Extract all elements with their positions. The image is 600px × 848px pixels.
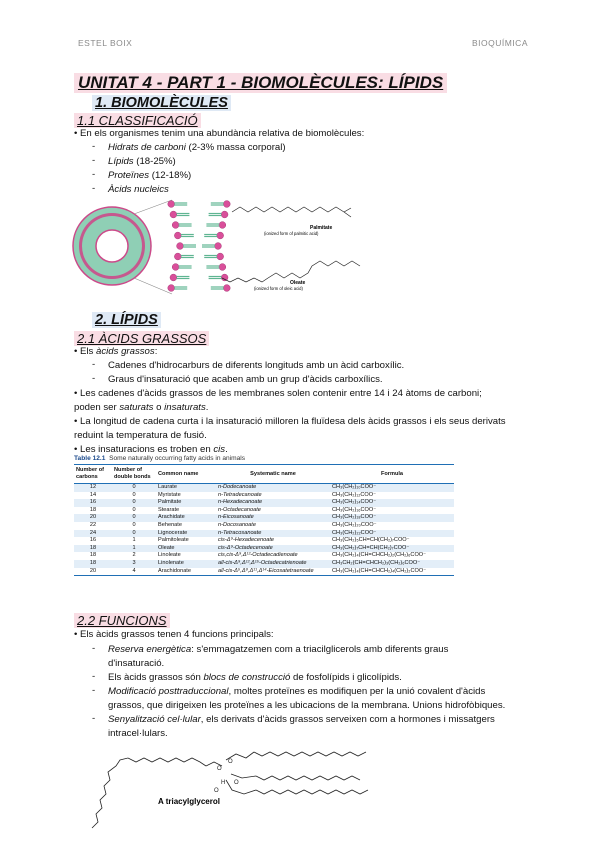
list-item: Hidrats de carboni (2-3% massa corporal) — [108, 142, 286, 153]
header-subject: BIOQUÍMICA — [471, 38, 528, 48]
atom-label: O — [234, 780, 239, 786]
table-cell: CH₃(CH₂)₄(CH=CHCH₂)₂(CH₂)₆COO⁻ — [332, 552, 427, 559]
list-dash: - — [92, 141, 96, 152]
table-row — [74, 507, 454, 515]
table-cell: 3 — [112, 560, 156, 568]
functions-intro: • Els àcids grassos tenen 4 funcions principals: — [74, 629, 274, 640]
table-row — [74, 484, 454, 492]
table-cell: 14 — [89, 491, 97, 498]
table-cell: Palmitate — [156, 499, 216, 507]
function-signaling-line1: Senyalització cel·lular, els derivats d'àcids grassos serveixen com a hormones i missatgers — [108, 714, 495, 725]
table-cell: 0 — [112, 530, 156, 538]
table-row — [74, 537, 454, 545]
table-cell: 0 — [112, 499, 156, 507]
table-cell: 1 — [132, 537, 136, 544]
table-header: Systematic name — [216, 465, 330, 484]
list-item: Àcids nucleics — [108, 184, 169, 195]
atom-label: O — [217, 766, 222, 772]
table-cell: 0 — [132, 491, 136, 498]
table-cell: CH₃(CH₂)₁₆COO⁻ — [332, 506, 377, 513]
table-cell: Arachidate — [156, 514, 216, 522]
function-modification-line1: Modificació posttraduccional, moltes proteïnes es modifiquen per la unió covalent d'àcids — [108, 686, 486, 697]
table-cell: 0 — [132, 506, 136, 513]
table-row — [74, 560, 454, 568]
table-cell: 4 — [112, 568, 156, 576]
list-dash: - — [92, 359, 96, 370]
oleate-sublabel: (ionized form of oleic acid) — [254, 286, 303, 291]
table-cell: n-Tetradecanoate — [218, 491, 262, 498]
table-cell: CH₃(CH₂)₁₈COO⁻ — [330, 514, 454, 522]
function-modification-line2: grassos, que dirigeixen les proteïnes a les ubicacions de la membrana. Unions hidrofòbiques. — [108, 700, 506, 711]
table-header: Number of double bonds — [112, 465, 156, 484]
list-item: Proteïnes (12-18%) — [108, 170, 192, 181]
table-row — [74, 492, 454, 500]
page-title: UNITAT 4 - PART 1 - BIOMOLÈCULES: LÍPIDS — [74, 73, 447, 93]
fatty-acid-chains — [222, 207, 360, 282]
table-cell: CH₃CH₂(CH=CHCH₂)₃(CH₂)₆COO⁻ — [330, 560, 454, 568]
paragraph-fluidity-line1: • La longitud de cadena curta i la insaturació milloren la fluïdesa dels àcids grassos i els seus derivats — [74, 416, 506, 427]
fatty-acids-intro: • Els àcids grassos: — [74, 346, 158, 357]
table-cell: 0 — [132, 521, 136, 528]
atom-label: O — [228, 759, 233, 765]
table-cell: n-Eicosanoate — [216, 514, 330, 522]
table-cell: 18 — [89, 506, 97, 513]
paragraph-fluidity-line2: reduint la temperatura de fusió. — [74, 430, 207, 441]
table-header: Formula — [330, 465, 454, 484]
table-cell: 20 — [74, 514, 112, 522]
list-dash: - — [92, 183, 96, 194]
table-cell: n-Hexadecanoate — [216, 499, 330, 507]
atom-label: O — [214, 788, 219, 794]
list-dash: - — [92, 169, 96, 180]
lipid-bilayer-figure — [72, 196, 372, 306]
table-cell: Linoleate — [158, 552, 181, 559]
table-cell: cis-Δ⁹-Octadecenoate — [216, 545, 330, 553]
table-cell: CH₃(CH₂)₅CH=CH(CH₂)₇COO⁻ — [332, 537, 410, 544]
table-cell: cis-Δ⁹-Hexadecenoate — [218, 537, 275, 544]
table-row — [74, 568, 454, 576]
section2-heading: 2. LÍPIDS — [92, 312, 161, 328]
function-energy-line1: Reserva energètica: s'emmagatzemen com a triacilglicerols amb diferents graus — [108, 644, 449, 655]
palmitate-sublabel: (ionized form of palmitic acid) — [264, 231, 319, 236]
table-cell: 18 — [74, 545, 112, 553]
triacylglycerol-label: A triacylglycerol — [158, 797, 220, 806]
table-cell: 16 — [89, 537, 97, 544]
paragraph-membranes-line2: poden ser saturats o insaturats. — [74, 402, 209, 413]
classification-intro: • En els organismes tenim una abundància relativa de biomolècules: — [74, 128, 365, 139]
section1-heading: 1. BIOMOLÈCULES — [92, 95, 231, 111]
table-cell: Palmitoleate — [158, 537, 189, 544]
triacylglycerol-figure — [86, 740, 446, 832]
section1-1-heading: 1.1 CLASSIFICACIÓ — [74, 113, 201, 128]
table-cell: n-Dodecanoate — [216, 484, 330, 492]
table-cell: CH₃(CH₂)₂₂COO⁻ — [330, 530, 454, 538]
table-row — [74, 514, 454, 522]
table-cell: 12 — [74, 484, 112, 492]
header-author: ESTEL BOIX — [78, 38, 133, 48]
table-cell: 2 — [132, 552, 136, 559]
table-row — [74, 522, 454, 530]
list-dash: - — [92, 373, 96, 384]
table-title: Table 12.1 Some naturally occurring fatty acids in animals — [74, 455, 246, 462]
table-cell: 0 — [112, 484, 156, 492]
fatty-acids-table — [74, 455, 454, 576]
atom-label: H — [221, 780, 226, 786]
list-dash: - — [92, 155, 96, 166]
table-cell: 22 — [89, 521, 97, 528]
table-cell: CH₃(CH₂)₁₄COO⁻ — [330, 499, 454, 507]
table-cell: 24 — [74, 530, 112, 538]
table-cell: Lignocerate — [156, 530, 216, 538]
paragraph-membranes-line1: • Les cadenes d'àcids grassos de les membranes solen contenir entre 14 i 24 àtoms de carboni; — [74, 388, 482, 399]
section2-1-heading: 2.1 ÀCIDS GRASSOS — [74, 331, 209, 346]
table-header-row — [74, 465, 454, 484]
list-dash: - — [92, 685, 96, 696]
table-cell: 0 — [112, 514, 156, 522]
list-dash: - — [92, 713, 96, 724]
function-building-blocks: Els àcids grassos són blocs de construcció de fosfolípids i glicolípids. — [108, 672, 402, 683]
table-cell: CH₃(CH₂)₁₀COO⁻ — [330, 484, 454, 492]
table-cell: CH₃(CH₂)₇CH=CH(CH₂)₇COO⁻ — [330, 545, 454, 553]
list-dash: - — [92, 643, 96, 654]
table-cell: 18 — [89, 552, 97, 559]
table-cell: n-Tetracosanoate — [216, 530, 330, 538]
list-item: Graus d'insaturació que acaben amb un grup d'àcids carboxílics. — [108, 374, 383, 385]
list-item: Cadenes d'hidrocarburs de diferents longituds amb un àcid carboxílic. — [108, 360, 405, 371]
table-cell: Myristate — [158, 491, 181, 498]
table-cell: CH₃(CH₂)₄(CH=CHCH₂)₄(CH₂)₂COO⁻ — [330, 568, 454, 576]
list-item: Lípids (18-25%) — [108, 156, 176, 167]
table-cell: Oleate — [156, 545, 216, 553]
table-cell: 16 — [74, 499, 112, 507]
table-cell: 20 — [74, 568, 112, 576]
table-row — [74, 552, 454, 560]
table-header: Number of carbons — [74, 465, 112, 484]
table-cell: Arachidonate — [156, 568, 216, 576]
palmitate-label: Palmitate — [310, 225, 333, 231]
table-cell: all-cis-Δ⁹,Δ¹²,Δ¹⁵-Octadecatrienoate — [216, 560, 330, 568]
table-header: Common name — [156, 465, 216, 484]
table-cell: 1 — [112, 545, 156, 553]
table-cell: CH₃(CH₂)₂₀COO⁻ — [332, 521, 377, 528]
list-dash: - — [92, 671, 96, 682]
bilayer-zoom — [168, 201, 230, 292]
section2-2-heading: 2.2 FUNCIONS — [74, 613, 170, 628]
table-cell: cis,cis-Δ⁹,Δ¹²-Octadecadienoate — [218, 552, 298, 559]
table-row — [74, 499, 454, 507]
table-cell: n-Docosanoate — [218, 521, 256, 528]
table-cell: Stearate — [158, 506, 180, 513]
function-signaling-line2: intracel·lulars. — [108, 728, 168, 739]
table-cell: Behenate — [158, 521, 182, 528]
table-cell: 18 — [74, 560, 112, 568]
table-cell: n-Octadecanoate — [218, 506, 261, 513]
table-cell: Linolenate — [156, 560, 216, 568]
paragraph-cis: • Les insaturacions es troben en cis. — [74, 444, 228, 455]
table-cell: Laurate — [156, 484, 216, 492]
oleate-label: Oleate — [290, 280, 306, 286]
vesicle-cross-section — [73, 207, 151, 285]
function-energy-line2: d'insaturació. — [108, 658, 165, 669]
table-cell: CH₃(CH₂)₁₂COO⁻ — [332, 491, 377, 498]
table-cell: all-cis-Δ⁵,Δ⁸,Δ¹¹,Δ¹⁴-Eicosatetraenoate — [216, 568, 330, 576]
